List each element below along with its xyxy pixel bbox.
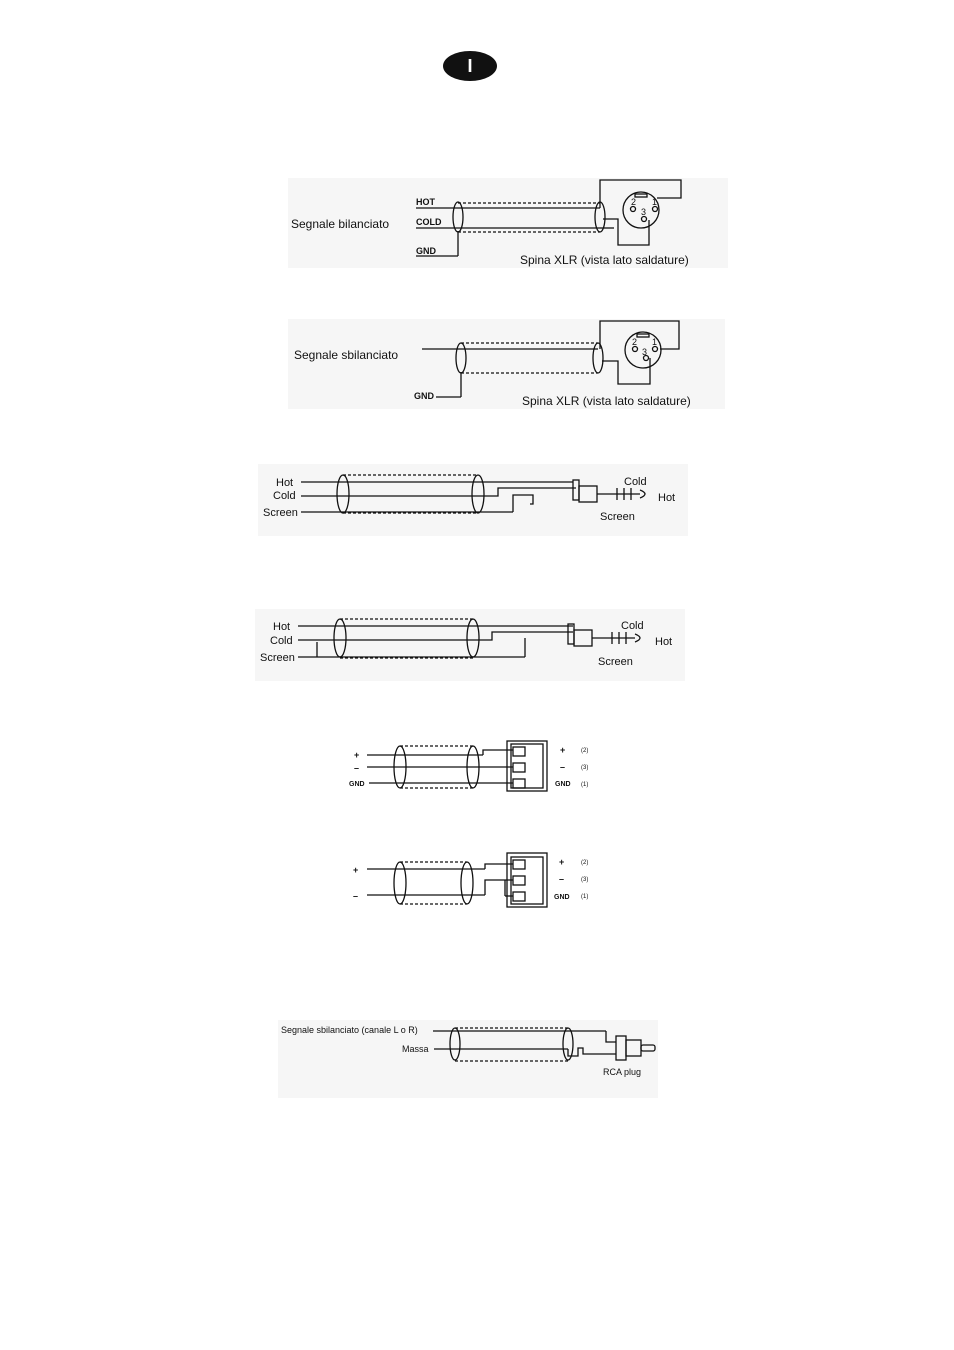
pin2-number: (2) <box>581 860 589 866</box>
terminal-gnd-label: GND <box>554 894 570 901</box>
gnd-label: GND <box>414 391 434 401</box>
unbalanced-jack-diagram <box>255 607 687 682</box>
terminal-minus-label: – <box>559 874 565 884</box>
pin3-number: (3) <box>581 765 589 771</box>
plus-label: + <box>353 865 359 875</box>
pin1-label: 1 <box>652 197 658 207</box>
pin1-label: 1 <box>652 337 658 347</box>
plug-cold-label: Cold <box>624 476 647 488</box>
plug-screen-label: Screen <box>598 656 633 668</box>
plus-label: + <box>354 750 360 760</box>
rca-wiring <box>278 1018 660 1100</box>
rca-diagram <box>278 1018 660 1100</box>
signal-label: Segnale sbilanciato <box>294 348 399 362</box>
jack-plug-icon <box>579 486 597 502</box>
cold-label: Cold <box>273 490 296 502</box>
rca-plug-icon <box>616 1036 626 1060</box>
screen-label: Screen <box>263 507 298 519</box>
pin2-label: 2 <box>631 197 637 207</box>
xlr-caption: Spina XLR (vista lato saldature) <box>520 253 689 267</box>
balanced-terminal-diagram <box>345 736 605 798</box>
cold-label: Cold <box>270 635 293 647</box>
terminal-plus-label: + <box>559 857 565 867</box>
signal-label: Segnale bilanciato <box>291 217 390 231</box>
pin1-number: (1) <box>581 782 589 788</box>
plug-screen-label: Screen <box>600 511 635 523</box>
gnd-label: GND <box>416 246 436 256</box>
balanced-xlr-wiring <box>288 175 730 270</box>
pin1-number: (1) <box>581 894 589 900</box>
unbalanced-terminal-diagram <box>345 848 605 910</box>
balanced-terminal-wiring <box>345 736 605 798</box>
hot-label: Hot <box>276 477 294 489</box>
balanced-jack-diagram <box>258 462 690 537</box>
massa-label: Massa <box>402 1044 429 1054</box>
unbalanced-jack-wiring <box>255 607 687 682</box>
pin3-label: 3 <box>642 347 648 357</box>
terminal-gnd-label: GND <box>555 781 571 788</box>
plug-hot-label: Hot <box>658 492 676 504</box>
minus-label: – <box>353 891 359 901</box>
pin2-number: (2) <box>581 748 589 754</box>
screen-label: Screen <box>260 652 295 664</box>
pin3-number: (3) <box>581 877 589 883</box>
balanced-jack-wiring <box>258 462 690 537</box>
terminal-minus-label: – <box>560 762 566 772</box>
pin3-label: 3 <box>641 207 647 217</box>
unbalanced-xlr-diagram <box>288 316 730 411</box>
cold-label: COLD <box>416 217 442 227</box>
gnd-label: GND <box>349 781 365 788</box>
balanced-xlr-diagram <box>288 175 730 270</box>
signal-label: Segnale sbilanciato (canale L o R) <box>281 1025 418 1035</box>
hot-label: Hot <box>273 621 291 633</box>
pin2-label: 2 <box>632 337 638 347</box>
rca-plug-label: RCA plug <box>603 1067 642 1077</box>
plug-hot-label: Hot <box>655 636 673 648</box>
jack-plug-icon <box>574 630 592 646</box>
unbalanced-xlr-wiring <box>288 316 730 411</box>
language-badge: I <box>443 51 497 81</box>
xlr-caption: Spina XLR (vista lato saldature) <box>522 394 691 408</box>
hot-label: HOT <box>416 197 435 207</box>
minus-label: – <box>354 763 360 773</box>
unbalanced-terminal-wiring <box>345 848 605 910</box>
terminal-plus-label: + <box>560 745 566 755</box>
plug-cold-label: Cold <box>621 620 644 632</box>
